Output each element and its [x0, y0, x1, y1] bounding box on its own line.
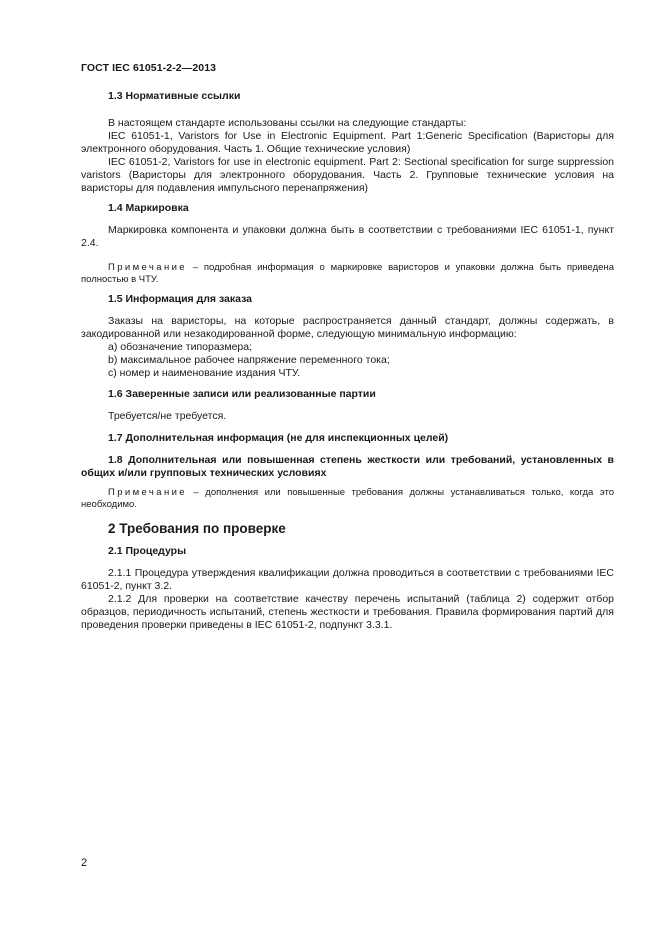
section-1-8-note — [81, 487, 614, 511]
section-1-4-note — [81, 262, 614, 286]
section-1-6-text: Требуется/не требуется. — [108, 410, 227, 422]
section-1-5-title: 1.5 Информация для заказа — [108, 293, 253, 305]
note-text: – дополнения или повышенные требования должны устанавливаться только, когда это необходимо. — [81, 487, 614, 510]
document-code-header: ГОСТ IEC 61051-2-2—2013 — [81, 62, 217, 74]
page-number: 2 — [81, 857, 88, 869]
list-item: a) обозначение типоразмера; — [108, 341, 253, 353]
section-1-3-intro: В настоящем стандарте использованы ссылки на следующие стандарты: — [108, 117, 467, 129]
page-content — [81, 90, 614, 632]
section-2-1-1-text: 2.1.1 Процедура утверждения квалификации должна проводиться в соответствии с требованиями IEC 61051-2, пункт 3.2. — [81, 567, 614, 592]
section-1-8-title: 1.8 Дополнительная или повышенная степень жесткости или требований, установленных в общих и/или групповых технических условиях — [81, 454, 614, 479]
section-1-3-title: 1.3 Нормативные ссылки — [108, 90, 241, 102]
section-1-6-title: 1.6 Заверенные записи или реализованные партии — [108, 388, 376, 400]
note-label: Примечание — [108, 262, 187, 273]
list-item: b) максимальное рабочее напряжение переменного тока; — [108, 354, 390, 366]
section-1-3-ref-1: IEC 61051-1, Varistors for Use in Electronic Equipment. Part 1:Generic Specification (Варисторы для электронного оборудования. Часть 1. Общие технические условия) — [81, 130, 614, 155]
note-text: – подробная информация о маркировке варисторов и упаковки должна быть приведена полностью в ЧТУ. — [81, 262, 614, 285]
section-1-3-ref-2: IEC 61051-2, Varistors for use in electronic equipment. Part 2: Sectional specification for surge suppression varistors (Варисторы для электронного оборудования. Часть 2. Групповые технические условия на варисторы для подавления импульсного перенапряжения) — [81, 156, 614, 194]
section-1-4-text: Маркировка компонента и упаковки должна быть в соответствии с требованиями IEC 61051-1, пункт 2.4. — [81, 224, 614, 249]
list-item: c) номер и наименование издания ЧТУ. — [108, 367, 301, 379]
section-1-5-text: Заказы на варисторы, на которые распространяется данный стандарт, должны содержать, в закодированной или незакодированной форме, следующую минимальную информацию: — [81, 315, 614, 340]
section-2-1-2-text: 2.1.2 Для проверки на соответствие качеству перечень испытаний (таблица 2) содержит отбор образцов, периодичность испытаний, степень жесткости и требования. Правила формирования партий для проведения проверки приведены в IEC 61051-2, подпункт 3.3.1. — [81, 593, 614, 631]
section-1-4-title: 1.4 Маркировка — [108, 202, 189, 214]
note-label: Примечание — [108, 487, 187, 498]
section-1-7-title: 1.7 Дополнительная информация (не для инспекционных целей) — [108, 432, 449, 444]
section-2-1-title: 2.1 Процедуры — [108, 545, 187, 557]
section-2-title: 2 Требования по проверке — [108, 521, 286, 536]
